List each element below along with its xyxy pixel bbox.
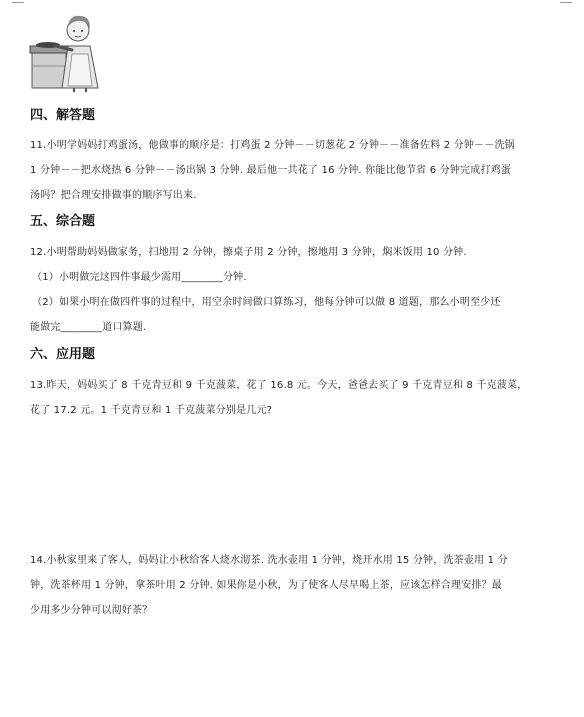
corner-mark-right bbox=[560, 2, 572, 3]
cooking-girl-illustration bbox=[28, 6, 108, 92]
section-title-application: 六、应用题 bbox=[30, 347, 96, 362]
q14-line-2: 钟，洗茶杯用 1 分钟，拿茶叶用 2 分钟. 如果你是小秋，为了使客人尽早喝上茶，应该怎样合理安排？最 bbox=[30, 580, 502, 591]
section-title-comprehensive: 五、综合题 bbox=[30, 214, 96, 229]
q11-line-1: 11.小明学妈妈打鸡蛋汤，他做事的顺序是：打鸡蛋 2 分钟－－切葱花 2 分钟－－准备佐料 2 分钟－－洗锅 bbox=[30, 140, 515, 151]
q12-line-3: （2）如果小明在做四件事的过程中，用空余时间做口算练习，他每分钟可以做 8 道题，那么小明至少还 bbox=[32, 297, 501, 308]
q12-line-4: 能做完________道口算题. bbox=[30, 322, 147, 333]
q11-line-2: 1 分钟－－把水烧热 6 分钟－－汤出锅 3 分钟. 最后他一共花了 16 分钟. 你能比他节省 6 分钟完成打鸡蛋 bbox=[30, 165, 512, 176]
q14-line-3: 少用多少分钟可以沏好茶？ bbox=[30, 605, 153, 616]
q12-line-1: 12.小明帮助妈妈做家务，扫地用 2 分钟，擦桌子用 2 分钟，擦地用 3 分钟，焖米饭用 10 分钟. bbox=[30, 247, 467, 258]
q13-line-1: 13.昨天，妈妈买了 8 千克青豆和 9 千克菠菜，花了 16.8 元。今天，爸爸去买了 9 千克青豆和 8 千克菠菜， bbox=[30, 380, 528, 391]
q13-line-2: 花了 17.2 元。1 千克青豆和 1 千克菠菜分别是几元? bbox=[30, 405, 273, 416]
corner-mark-left bbox=[12, 2, 24, 3]
q12-line-2: （1）小明做完这四件事最少需用________分钟. bbox=[32, 272, 247, 283]
q14-line-1: 14.小秋家里来了客人，妈妈让小秋给客人烧水沏茶. 洗水壶用 1 分钟，烧开水用 15 分钟，洗茶壶用 1 分 bbox=[30, 555, 508, 566]
section-title-answer: 四、解答题 bbox=[30, 108, 96, 123]
q11-line-3: 汤吗？把合理安排做事的顺序写出来. bbox=[30, 190, 197, 201]
